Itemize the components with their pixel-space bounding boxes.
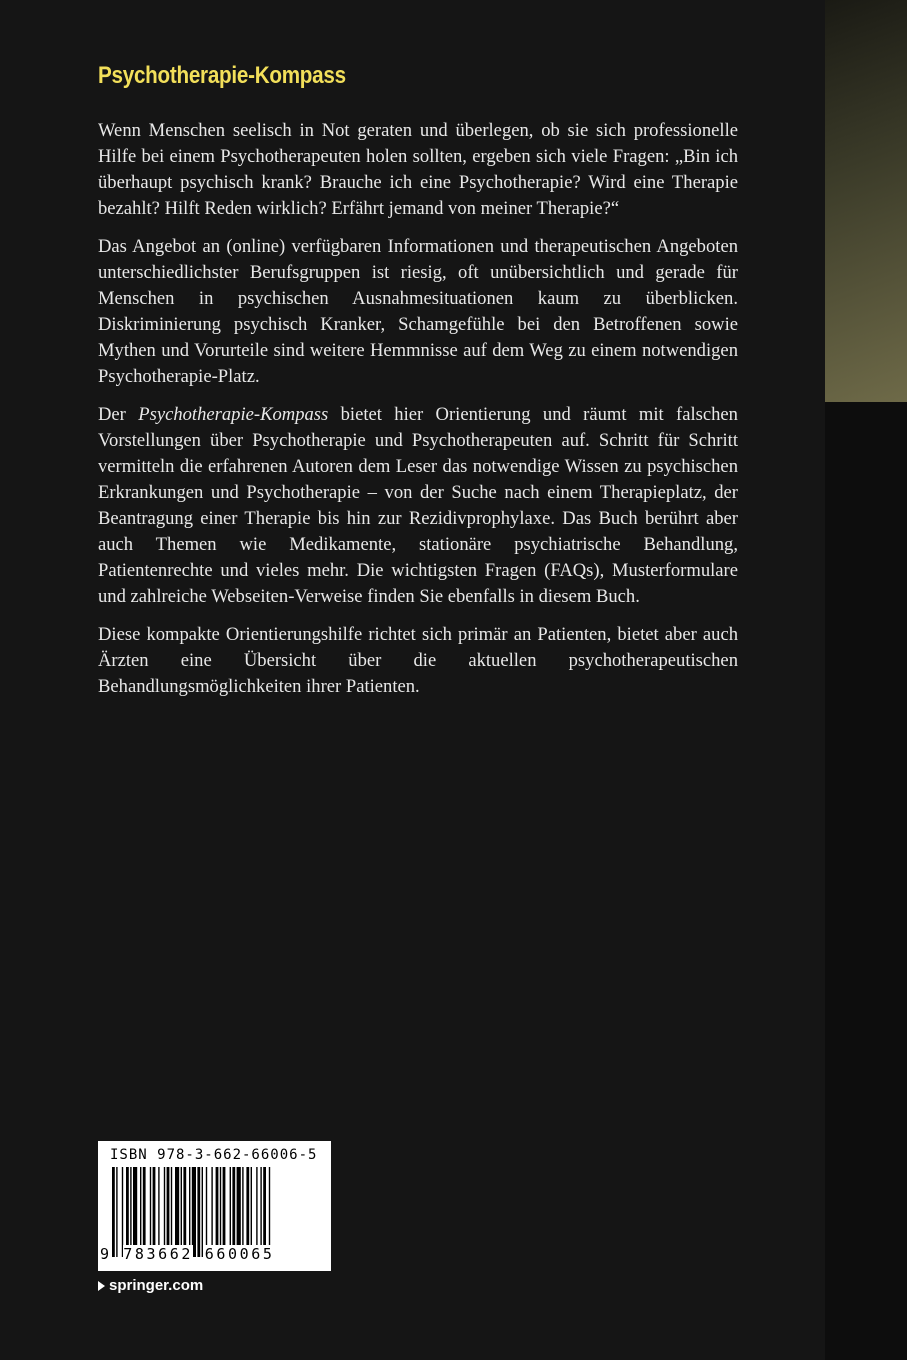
barcode-bar: [164, 1167, 165, 1257]
barcode-bar: [246, 1167, 249, 1257]
barcode-bars: [112, 1167, 318, 1257]
barcode-bar: [150, 1167, 151, 1257]
blurb-paragraph-2: Das Angebot an (online) verfügbaren Informationen und therapeutischen Angeboten unterschiedlichster Berufsgruppen ist riesig, oft unübersichtlich und gerade für Menschen in psychischen Ausnahmesituationen kaum zu überblicken. Diskriminierung psychisch Kranker, Schamgefühle bei den Betroffenen sowie Mythen und Vorurteile sind weitere Hemmnisse auf dem Weg zu einem notwendigen Psychotherapie-Platz.: [98, 236, 738, 387]
barcode-bar: [256, 1167, 257, 1257]
barcode-bar: [197, 1167, 200, 1257]
ean-right-group: 660065: [204, 1245, 275, 1263]
blurb: [98, 118, 738, 712]
barcode-bar: [242, 1167, 243, 1257]
barcode-bar: [116, 1167, 117, 1257]
barcode-bar: [211, 1167, 212, 1257]
barcode-bar: [202, 1167, 203, 1257]
barcode-bar: [251, 1167, 252, 1257]
publisher-link-label: springer.com: [109, 1277, 204, 1294]
ean-digits: [100, 1245, 329, 1263]
barcode-bar: [232, 1167, 235, 1257]
isbn-barcode: [98, 1141, 331, 1271]
ean-left-group: 783662: [123, 1245, 194, 1263]
book-title: Psychotherapie-Kompass: [98, 62, 346, 89]
blurb-paragraph-3-start: Der: [98, 404, 139, 425]
barcode-bar: [220, 1167, 221, 1257]
barcode-bar: [181, 1167, 182, 1257]
barcode-bar: [263, 1167, 266, 1257]
barcode-bar: [143, 1167, 146, 1257]
barcode-bar: [112, 1167, 115, 1257]
barcode-bar: [167, 1167, 170, 1257]
blurb-paragraph-4: Diese kompakte Orientierungshilfe richtet sich primär an Patienten, bietet aber auch Ärzten eine Übersicht über die aktuellen psychotherapeutischen Behandlungsmöglichkeiten ihrer Patienten.: [98, 624, 738, 697]
barcode-bar: [171, 1167, 172, 1257]
barcode-bar: [260, 1167, 261, 1257]
barcode-bar: [189, 1167, 190, 1257]
barcode-bar: [206, 1167, 207, 1257]
blurb-paragraph-1: Wenn Menschen seelisch in Not geraten und überlegen, ob sie sich professionelle Hilfe bei einem Psychotherapeuten holen sollten, ergeben sich viele Fragen: „Bin ich überhaupt psychisch krank? Brauche ich eine Psychotherapie? Wird eine Therapie bezahlt? Hilft Reden wirklich? Erfährt jemand von meiner Therapie?“: [98, 120, 738, 219]
barcode-bar: [192, 1167, 196, 1257]
isbn-label: ISBN 978-3-662-66006-5: [110, 1147, 318, 1163]
barcode-bar: [269, 1167, 270, 1257]
book-spine: [825, 0, 907, 1360]
barcode-bar: [237, 1167, 241, 1257]
ean-first-digit: 9: [100, 1245, 112, 1263]
barcode-bar: [140, 1167, 141, 1257]
barcode-bar: [230, 1167, 231, 1257]
barcode-bar: [133, 1167, 137, 1257]
blurb-paragraph-3-rest: bietet hier Orientierung und räumt mit falschen Vorstellungen über Psychotherapie und Psychotherapeuten auf. Schritt für Schritt vermitteln die erfahrenen Autoren dem Leser das notwendige Wissen zu psychischen Erkrankungen und Psychotherapie – von der Suche nach einem Therapieplatz, der Beantragung einer Therapie bis hin zur Rezidivprophylaxe. Das Buch berührt aber auch Themen wie Medikamente, stationäre psychiatrische Behandlung, Patientenrechte und vieles mehr. Die wichtigsten Fragen (FAQs), Musterformulare und zahlreiche Webseiten-Verweise finden Sie ebenfalls in diesem Buch.: [98, 404, 738, 607]
blurb-paragraph-3: [98, 402, 738, 610]
barcode-bar: [130, 1167, 131, 1257]
barcode-bar: [158, 1167, 159, 1257]
arrow-right-icon: [98, 1281, 105, 1291]
barcode-bar: [216, 1167, 219, 1257]
barcode-bar: [122, 1167, 123, 1257]
spine-highlight: [825, 0, 907, 402]
barcode-bar: [223, 1167, 226, 1257]
barcode-bar: [153, 1167, 156, 1257]
barcode-bar: [183, 1167, 186, 1257]
publisher-link[interactable]: [98, 1277, 203, 1294]
book-title-italic: Psychotherapie-Kompass: [138, 404, 329, 425]
barcode-bar: [175, 1167, 179, 1257]
barcode-bar: [126, 1167, 129, 1257]
